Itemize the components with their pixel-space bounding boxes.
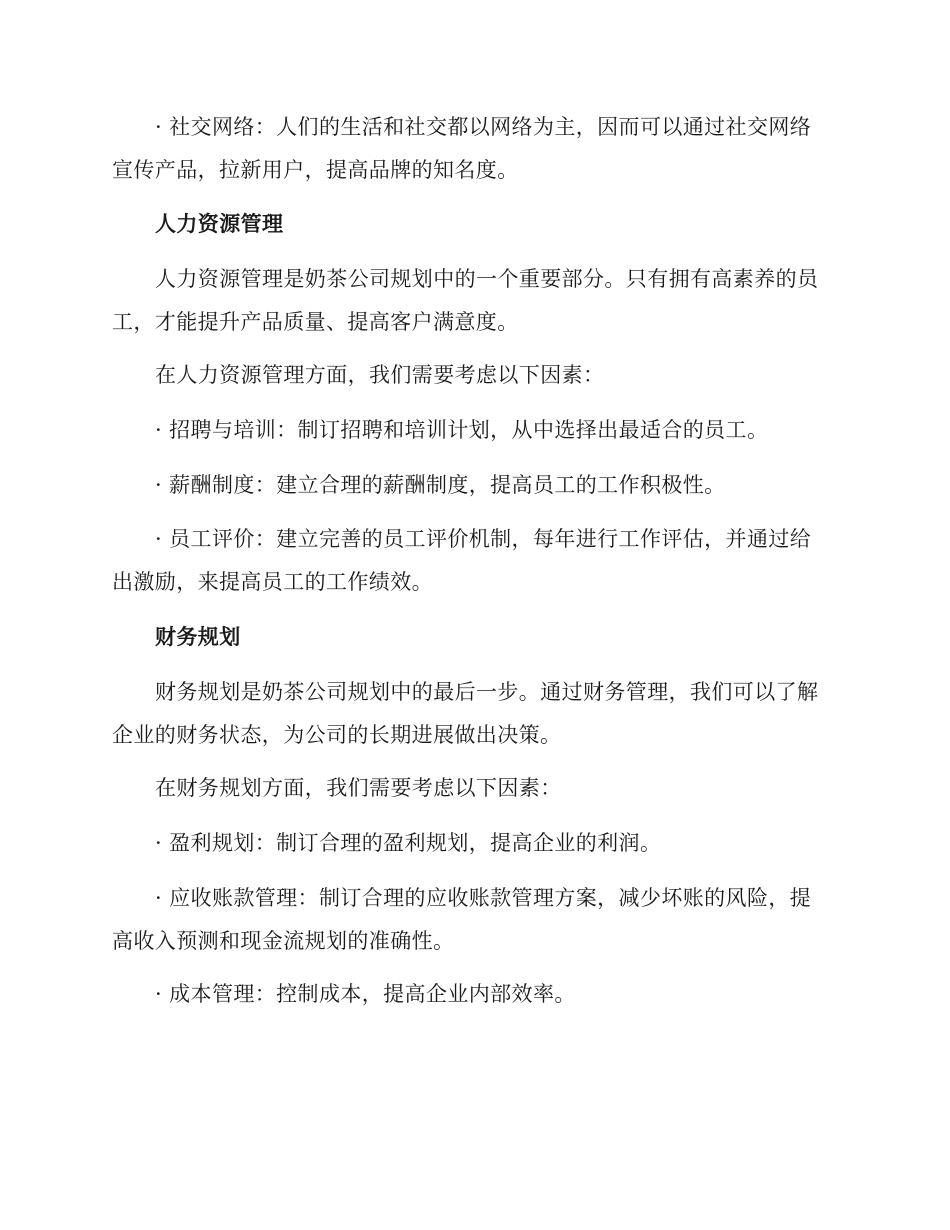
bullet-profit-planning: · 盈利规划：制订合理的盈利规划，提高企业的利润。 — [155, 831, 662, 855]
paragraph-finance-factors: 在财务规划方面，我们需要考虑以下因素： — [155, 776, 562, 800]
bullet-cost-management: · 成本管理：控制成本，提高企业内部效率。 — [155, 982, 576, 1006]
bullet-compensation: · 薪酬制度：建立合理的薪酬制度，提高员工的工作积极性。 — [155, 473, 726, 497]
bullet-recruitment: · 招聘与培训：制订招聘和培训计划，从中选择出最适合的员工。 — [155, 418, 769, 442]
section-heading-finance: 财务规划 — [155, 625, 241, 649]
paragraph-finance-intro: 财务规划是奶茶公司规划中的最后一步。通过财务管理，我们可以了解企业的财务状态，为公司的长期进展做出决策。 — [112, 680, 819, 747]
paragraph-hr-factors: 在人力资源管理方面，我们需要考虑以下因素： — [155, 363, 605, 387]
bullet-social-network: · 社交网络：人们的生活和社交都以网络为主，因而可以通过社交网络宣传产品，拉新用户，提高品牌的知名度。 — [112, 115, 812, 182]
bullet-receivables: · 应收账款管理：制订合理的应收账款管理方案，减少坏账的风险，提高收入预测和现金流规划的准确性。 — [112, 886, 812, 953]
section-heading-hr: 人力资源管理 — [155, 212, 284, 236]
bullet-evaluation: · 员工评价：建立完善的员工评价机制，每年进行工作评估，并通过给出激励，来提高员工的工作绩效。 — [112, 527, 812, 594]
paragraph-hr-intro: 人力资源管理是奶茶公司规划中的一个重要部分。只有拥有高素养的员工，才能提升产品质量、提高客户满意度。 — [112, 267, 819, 334]
